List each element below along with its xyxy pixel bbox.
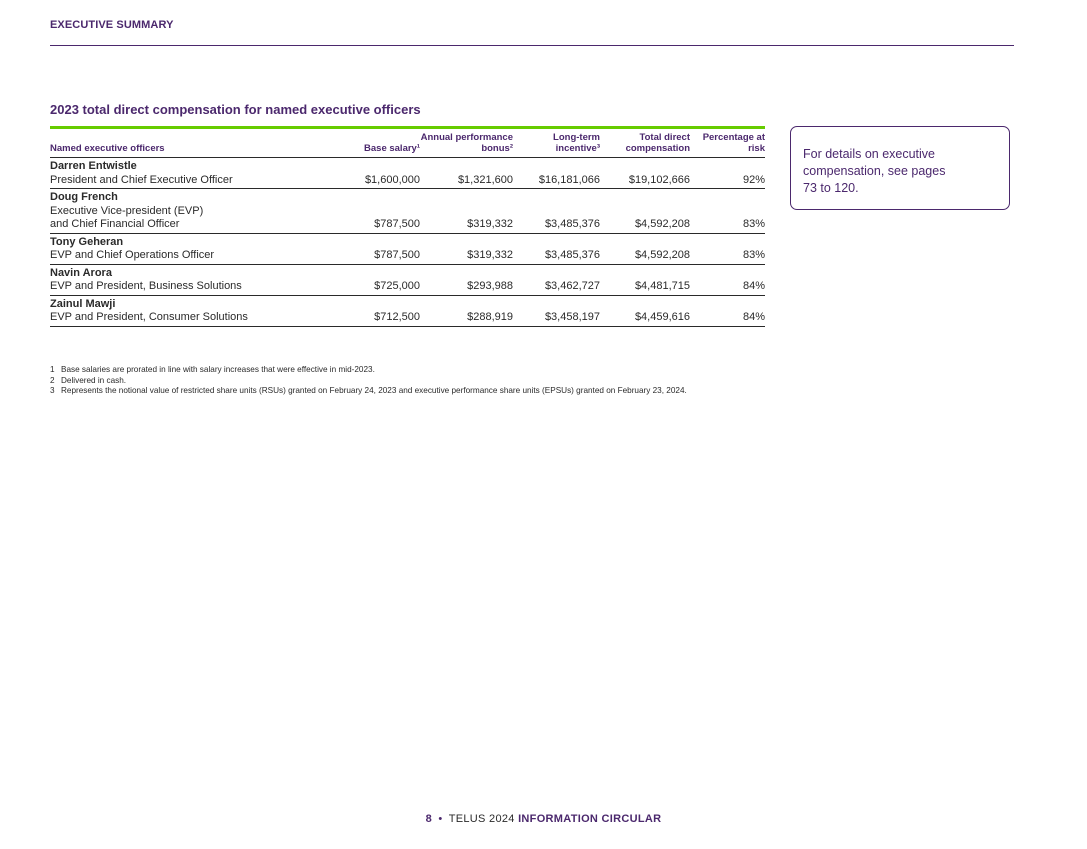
officer-name: Navin Arora xyxy=(50,266,112,279)
footnote-number: 3 xyxy=(50,386,55,395)
total-direct-cell: $4,459,616 xyxy=(600,295,690,326)
footnote xyxy=(50,365,690,376)
base-salary-cell: $787,500 xyxy=(350,189,420,234)
annual-bonus-cell: $293,988 xyxy=(420,264,513,295)
table-row xyxy=(50,189,765,234)
footer-document-title: INFORMATION CIRCULAR xyxy=(518,813,662,825)
column-header-long-term-incentive: Long-term incentive³ xyxy=(513,130,600,158)
base-salary-cell: $712,500 xyxy=(350,295,420,326)
column-header-officers: Named executive officers xyxy=(50,130,350,158)
table-row xyxy=(50,295,765,326)
footnotes xyxy=(50,365,690,397)
compensation-table xyxy=(50,130,765,327)
page-footer xyxy=(0,813,1087,825)
total-direct-cell: $4,592,208 xyxy=(600,233,690,264)
footer-publication: TELUS 2024 xyxy=(448,813,515,825)
officer-cell xyxy=(50,158,350,189)
footnote-number: 1 xyxy=(50,365,55,374)
long-term-incentive-cell: $16,181,066 xyxy=(513,158,600,189)
pct-at-risk-cell: 83% xyxy=(690,189,765,234)
footnote xyxy=(50,376,690,387)
officer-title: EVP and Chief Operations Officer xyxy=(50,249,215,261)
page-number: 8 xyxy=(425,813,433,825)
pct-at-risk-cell: 84% xyxy=(690,295,765,326)
header-divider xyxy=(50,45,1014,46)
long-term-incentive-cell: $3,462,727 xyxy=(513,264,600,295)
total-direct-cell: $4,592,208 xyxy=(600,189,690,234)
officer-name: Zainul Mawji xyxy=(50,297,116,310)
annual-bonus-cell: $319,332 xyxy=(420,189,513,234)
officer-title: President and Chief Executive Officer xyxy=(50,173,233,186)
table-row xyxy=(50,158,765,189)
officer-name: Tony Geheran xyxy=(50,235,124,248)
table-top-rule xyxy=(50,126,765,129)
footnote-text: Delivered in cash. xyxy=(61,375,127,385)
pct-at-risk-cell: 84% xyxy=(690,264,765,295)
officer-cell xyxy=(50,189,350,234)
footnote xyxy=(50,386,690,397)
long-term-incentive-cell: $3,458,197 xyxy=(513,295,600,326)
callout-box xyxy=(790,126,1010,210)
base-salary-cell: $787,500 xyxy=(350,233,420,264)
table-title: 2023 total direct compensation for named executive officers xyxy=(50,102,421,117)
footnote-number: 2 xyxy=(50,375,55,385)
footer-bullet: • xyxy=(438,813,443,825)
column-header-total-direct: Total direct compensation xyxy=(600,130,690,158)
officer-title-line-2: and Chief Financial Officer xyxy=(50,218,180,230)
annual-bonus-cell: $1,321,600 xyxy=(420,158,513,189)
long-term-incentive-cell: $3,485,376 xyxy=(513,233,600,264)
total-direct-cell: $4,481,715 xyxy=(600,264,690,295)
footnote-text: Represents the notional value of restricted share units (RSUs) granted on February 24, 2023 and executive performance share units (EPSUs) granted on February 23, 2024. xyxy=(61,386,687,395)
pct-at-risk-cell: 92% xyxy=(690,158,765,189)
officer-name: Doug French xyxy=(50,191,118,203)
total-direct-cell: $19,102,666 xyxy=(600,158,690,189)
officer-cell xyxy=(50,233,350,264)
table-row xyxy=(50,233,765,264)
table-row xyxy=(50,264,765,295)
officer-title: Executive Vice-president (EVP) xyxy=(50,204,204,217)
officer-cell xyxy=(50,295,350,326)
officer-name: Darren Entwistle xyxy=(50,160,137,172)
base-salary-cell: $1,600,000 xyxy=(350,158,420,189)
footnote-text: Base salaries are prorated in line with salary increases that were effective in mid-2023. xyxy=(61,365,375,374)
long-term-incentive-cell: $3,485,376 xyxy=(513,189,600,234)
section-header: EXECUTIVE SUMMARY xyxy=(50,19,174,31)
callout-text: For details on executive compensation, see pages 73 to 120. xyxy=(803,147,946,195)
table-header-row xyxy=(50,130,765,158)
column-header-base-salary: Base salary¹ xyxy=(350,130,420,158)
officer-title: EVP and President, Consumer Solutions xyxy=(50,311,248,323)
officer-title: EVP and President, Business Solutions xyxy=(50,280,242,292)
annual-bonus-cell: $288,919 xyxy=(420,295,513,326)
annual-bonus-cell: $319,332 xyxy=(420,233,513,264)
column-header-pct-at-risk: Percentage at risk xyxy=(690,130,765,158)
base-salary-cell: $725,000 xyxy=(350,264,420,295)
column-header-annual-bonus: Annual performance bonus² xyxy=(420,130,513,158)
pct-at-risk-cell: 83% xyxy=(690,233,765,264)
officer-cell xyxy=(50,264,350,295)
